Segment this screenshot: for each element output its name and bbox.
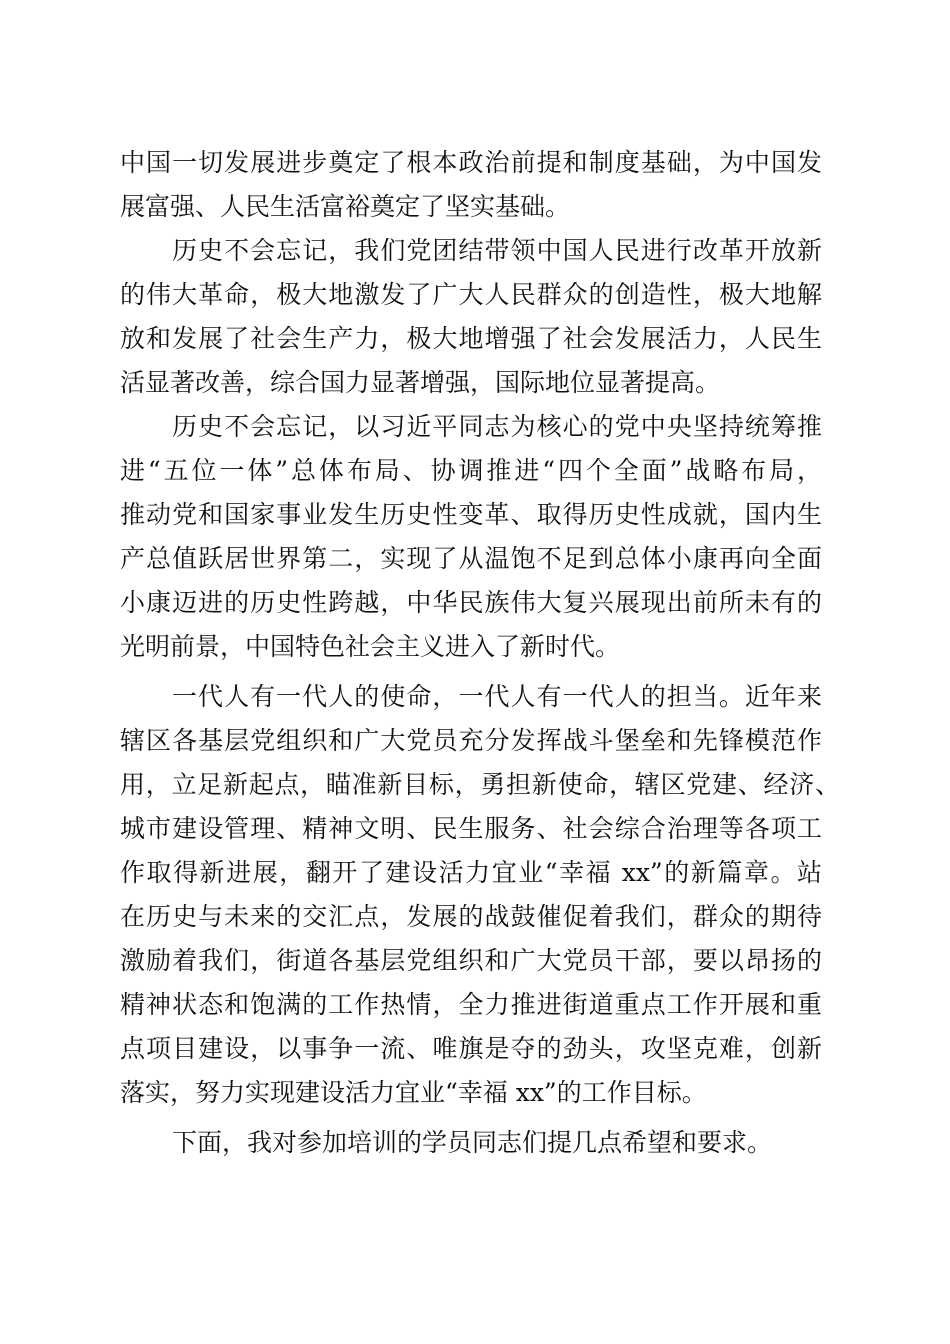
text-line: 辖区各基层党组织和广大党员充分发挥战斗堡垒和先锋模范作 (120, 726, 822, 755)
text-line: 放和发展了社会生产力，极大地增强了社会发展活力，人民生 (120, 324, 822, 353)
text-line: 落实，努力实现建设活力宜业“幸福 xx”的工作目标。 (120, 1078, 707, 1107)
text-line: 用，立足新起点，瞄准新目标，勇担新使命，辖区党建、经济、 (120, 770, 840, 799)
paragraph-start-line: 一代人有一代人的使命，一代人有一代人的担当。近年来 (172, 682, 822, 711)
text-line: 点项目建设，以事争一流、唯旗是夺的劲头，攻坚克难，创新 (120, 1034, 822, 1063)
text-line: 推动党和国家事业发生历史性变革、取得历史性成就，国内生 (120, 500, 822, 529)
document-body (120, 141, 840, 1165)
paragraph-start-line: 历史不会忘记，我们党团结带领中国人民进行改革开放新 (172, 236, 822, 265)
text-line: 的伟大革命，极大地激发了广大人民群众的创造性，极大地解 (120, 280, 822, 309)
text-line: 在历史与未来的交汇点，发展的战鼓催促着我们，群众的期待 (120, 902, 822, 931)
text-line: 精神状态和饱满的工作热情，全力推进街道重点工作开展和重 (120, 990, 822, 1019)
text-line: 光明前景，中国特色社会主义进入了新时代。 (120, 632, 621, 661)
text-line: 作取得新进展，翻开了建设活力宜业“幸福 xx”的新篇章。站 (120, 858, 822, 887)
text-line: 城市建设管理、精神文明、民生服务、社会综合治理等各项工 (120, 814, 822, 843)
text-line: 展富强、人民生活富裕奠定了坚实基础。 (120, 192, 571, 221)
text-line: 小康迈进的历史性跨越，中华民族伟大复兴展现出前所未有的 (120, 588, 822, 617)
text-line: 进“五位一体”总体布局、协调推进“四个全面”战略布局， (120, 456, 822, 485)
text-line: 活显著改善，综合国力显著增强，国际地位显著提高。 (120, 368, 721, 397)
paragraph-start-line: 历史不会忘记，以习近平同志为核心的党中央坚持统筹推 (172, 412, 822, 441)
text-line: 激励着我们，街道各基层党组织和广大党员干部，要以昂扬的 (120, 946, 822, 975)
paragraph-start-line: 下面，我对参加培训的学员同志们提几点希望和要求。 (172, 1128, 773, 1157)
text-line: 中国一切发展进步奠定了根本政治前提和制度基础，为中国发 (120, 148, 822, 177)
text-line: 产总值跃居世界第二，实现了从温饱不足到总体小康再向全面 (120, 544, 822, 573)
